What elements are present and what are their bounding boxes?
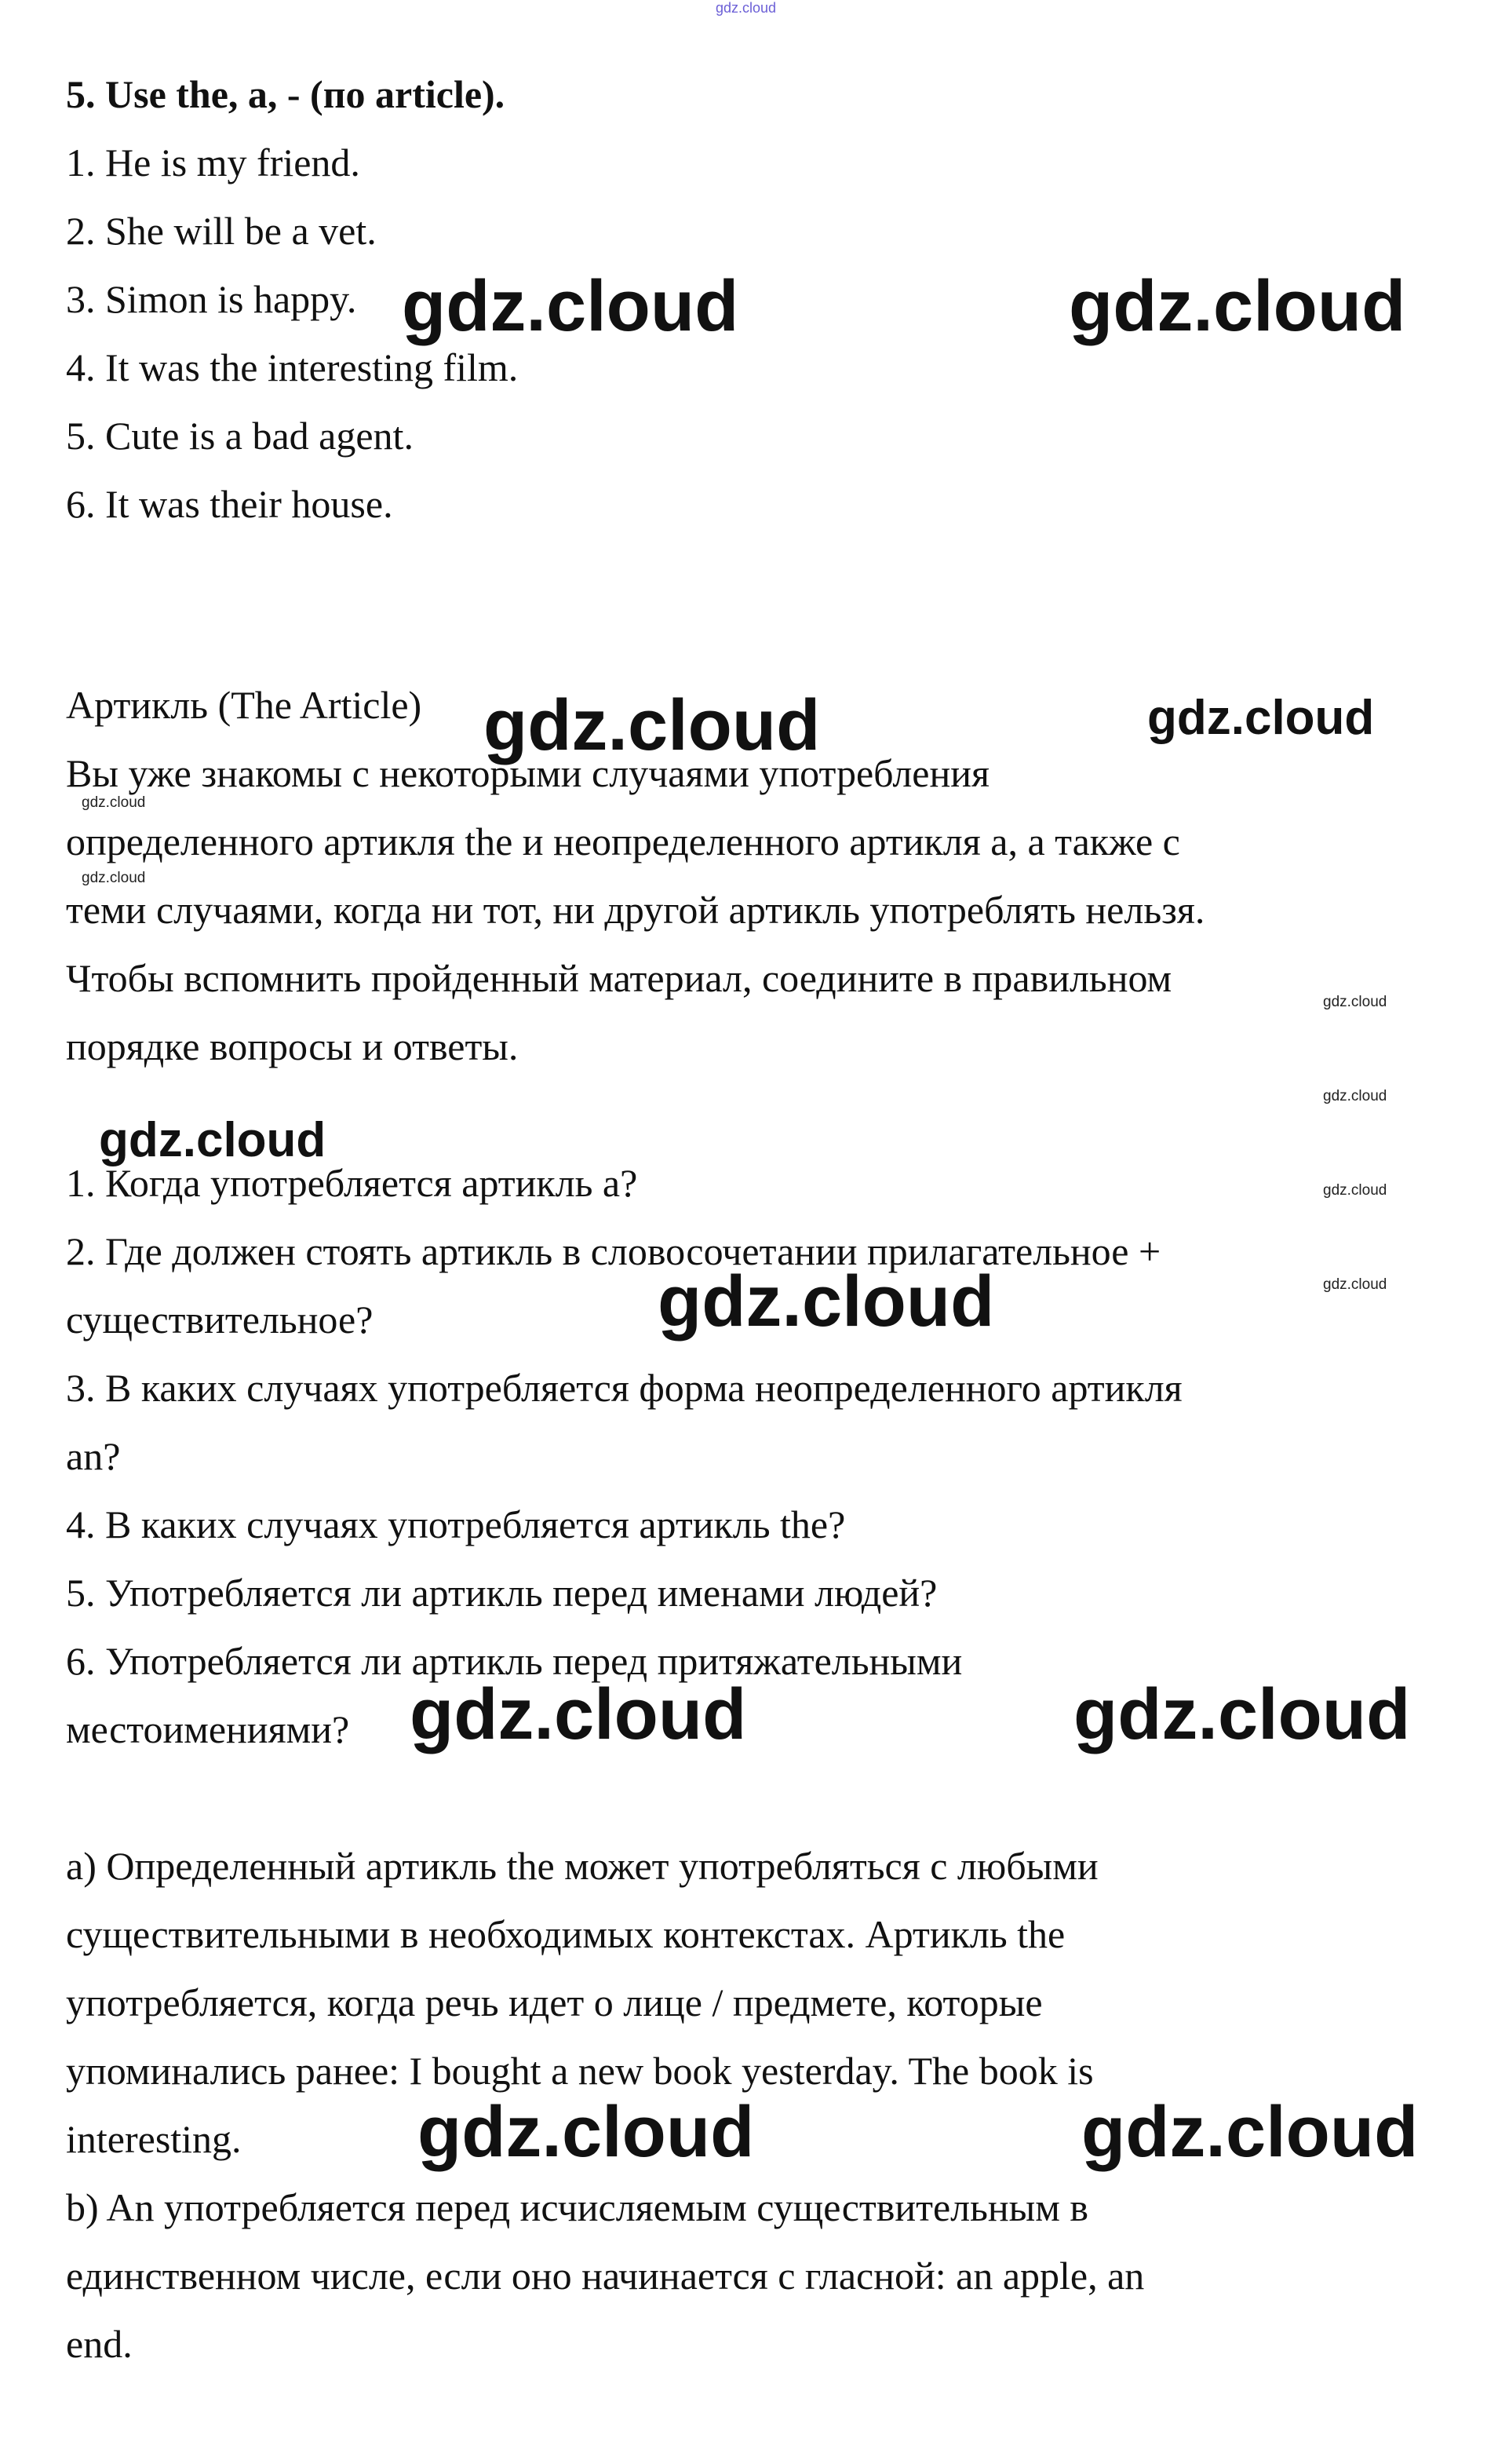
question-line: 2. Где должен стоять артикль в словосочетании прилагательное + xyxy=(66,1229,1161,1273)
watermark: gdz.cloud xyxy=(658,1261,995,1342)
watermark: gdz.cloud xyxy=(99,1113,326,1167)
answer-line: существительными в необходимых контекстах. Артикль the xyxy=(66,1912,1066,1956)
question-line: 5. Употребляется ли артикль перед именами людей? xyxy=(66,1571,938,1615)
exercise-item: 5. Cute is a bad agent. xyxy=(66,414,414,458)
question-line: 4. В каких случаях употребляется артикль the? xyxy=(66,1502,846,1546)
theory-intro-line: определенного артикля the и неопределенного артикля a, а также с xyxy=(66,820,1180,863)
answer-line: interesting. xyxy=(66,2117,242,2161)
watermark-small: gdz.cloud xyxy=(1323,994,1387,1010)
watermark: gdz.cloud xyxy=(1147,691,1375,745)
watermark-top: gdz.cloud xyxy=(716,0,777,16)
answer-line: единственном числе, если оно начинается с гласной: an apple, an xyxy=(66,2254,1145,2298)
exercise-item: 1. He is my friend. xyxy=(66,141,360,184)
theory-heading: Артикль (The Article) xyxy=(66,683,422,727)
exercise-item: 6. It was their house. xyxy=(66,482,393,526)
watermark-small: gdz.cloud xyxy=(1323,1276,1387,1293)
question-line: существительное? xyxy=(66,1298,374,1342)
watermark: gdz.cloud xyxy=(410,1674,747,1754)
theory-intro-line: Вы уже знакомы с некоторыми случаями употребления xyxy=(66,751,990,795)
watermark: gdz.cloud xyxy=(1073,1674,1411,1754)
watermark-small: gdz.cloud xyxy=(82,794,146,811)
exercise-item: 4. It was the interesting film. xyxy=(66,345,519,389)
question-line: местоимениями? xyxy=(66,1707,350,1751)
question-line: an? xyxy=(66,1434,121,1478)
answer-line: b) An употребляется перед исчисляемым существительным в xyxy=(66,2185,1089,2229)
watermark-small: gdz.cloud xyxy=(1323,1088,1387,1104)
exercise-item: 3. Simon is happy. xyxy=(66,277,357,321)
watermark: gdz.cloud xyxy=(417,2092,755,2172)
question-line: 1. Когда употребляется артикль a? xyxy=(66,1161,638,1205)
exercise-title: 5. Use the, a, - (по article). xyxy=(66,72,505,116)
answer-line: а) Определенный артикль the может употребляться с любыми xyxy=(66,1844,1099,1888)
watermark-small: gdz.cloud xyxy=(82,870,146,886)
watermark: gdz.cloud xyxy=(1081,2092,1419,2172)
watermark: gdz.cloud xyxy=(1069,266,1406,346)
watermark-small: gdz.cloud xyxy=(1323,1182,1387,1199)
theory-intro-line: Чтобы вспомнить пройденный материал, соедините в правильном xyxy=(66,956,1172,1000)
watermark: gdz.cloud xyxy=(483,685,821,765)
answer-line: упоминались ранее: I bought a new book yesterday. The book is xyxy=(66,2049,1094,2093)
watermark: gdz.cloud xyxy=(402,266,739,346)
question-line: 6. Употребляется ли артикль перед притяжательными xyxy=(66,1639,963,1683)
theory-intro-line: порядке вопросы и ответы. xyxy=(66,1024,519,1068)
theory-intro-line: теми случаями, когда ни тот, ни другой артикль употреблять нельзя. xyxy=(66,888,1205,932)
answer-line: end. xyxy=(66,2322,133,2366)
exercise-item: 2. She will be a vet. xyxy=(66,209,377,253)
question-line: 3. В каких случаях употребляется форма неопределенного артикля xyxy=(66,1366,1183,1410)
answer-line: употребляется, когда речь идет о лице / предмете, которые xyxy=(66,1980,1043,2024)
